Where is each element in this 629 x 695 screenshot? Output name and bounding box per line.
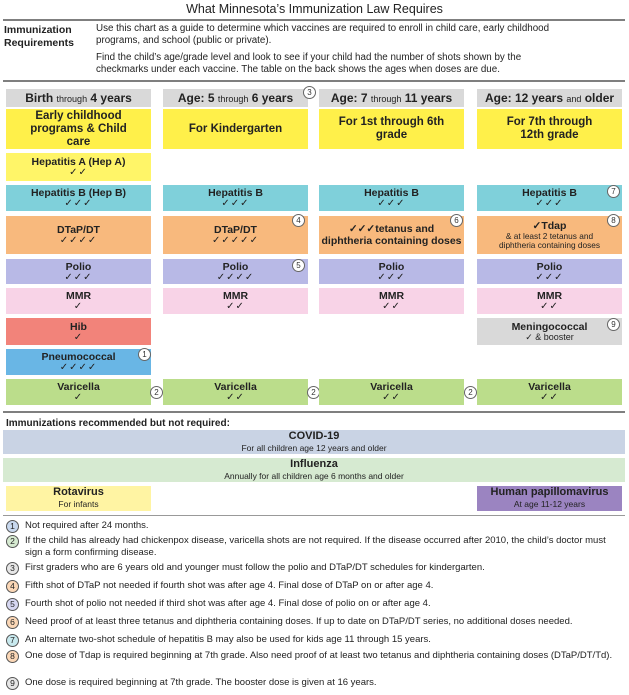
requirements-label xyxy=(4,24,84,50)
covid-row: COVID-19 For all children age 12 years and older xyxy=(3,430,625,454)
note-9-badge: 9 xyxy=(607,318,620,331)
note-1-badge: 1 xyxy=(138,348,151,361)
intro2-line1: Find the child’s age/grade level and look to see if your child had the number of shots shown by the xyxy=(96,52,522,63)
intro1-line1: Use this chart as a guide to determine which vaccines are required to enroll in child care, early childhood xyxy=(96,23,550,34)
footnote-1: 1 Not required after 24 months. xyxy=(6,520,621,533)
footnote-4: 4 Fifth shot of DTaP not needed if fourth shot was after age 4. Final dose of DTaP on or after age 4. xyxy=(6,580,621,593)
column-subhead-grade-1-6: For 1st through 6th grade xyxy=(319,109,464,149)
requirements-label-line1: Immunization xyxy=(4,24,72,36)
col3-polio: Polio ✓✓✓ xyxy=(319,259,464,284)
col4-meningococcal: Meningococcal ✓ & booster xyxy=(477,318,622,345)
recommended-label: Immunizations recommended but not required: xyxy=(6,418,230,429)
col4-tdap: ✓Tdap & at least 2 tetanus and diphtheria containing doses xyxy=(477,216,622,254)
column-subhead-grade-7-12: For 7th through 12th grade xyxy=(477,109,622,149)
col3-varicella: Varicella ✓✓ xyxy=(319,379,464,405)
note-2-badge-col3: 2 xyxy=(464,386,477,399)
col1-hepa-label: Hepatitis A (Hep A) xyxy=(31,156,126,168)
column-header-12-older: Age: 12 years and older xyxy=(477,89,622,107)
note-5-badge: 5 xyxy=(292,259,305,272)
col2-dtap: DTaP/DT ✓✓✓✓✓ xyxy=(163,216,308,254)
col1-hepa-checks: ✓✓ xyxy=(69,167,88,178)
col3-hepatitis-b: Hepatitis B ✓✓✓ xyxy=(319,185,464,211)
col1-hepatitis-b: Hepatitis B (Hep B) ✓✓✓ xyxy=(6,185,151,211)
footnote-6: 6 Need proof of at least three tetanus and diphtheria containing doses. If up to date on DTaP/DT series, no additional doses needed. xyxy=(6,616,621,629)
column-subhead-childcare: Early childhood programs & Child care xyxy=(6,109,151,149)
column-header-5-6: Age: 5 through 6 years xyxy=(163,89,308,107)
note-2-badge-col1: 2 xyxy=(150,386,163,399)
col4-mmr: MMR ✓✓ xyxy=(477,288,622,314)
col1-hepatitis-a xyxy=(6,153,151,181)
col3-tetanus-diphtheria: ✓✓✓tetanus and diphtheria containing doses xyxy=(319,216,464,254)
column-subhead-kindergarten: For Kindergarten xyxy=(163,109,308,149)
note-2-badge-col2: 2 xyxy=(307,386,320,399)
note-4-badge: 4 xyxy=(292,214,305,227)
footnotes-divider xyxy=(3,515,625,516)
footnote-8: 8 One dose of Tdap is required beginning at 7th grade. Also need proof of at least two tetanus and diphtheria containing doses (DTaP/DT/Td). xyxy=(6,650,621,663)
top-divider xyxy=(3,19,625,21)
note-6-badge: 6 xyxy=(450,214,463,227)
footnote-7: 7 An alternate two-shot schedule of hepatitis B may also be used for kids age 11 through 15 years. xyxy=(6,634,621,647)
requirements-label-line2: Requirements xyxy=(4,37,75,49)
header-divider xyxy=(3,80,625,82)
intro-paragraph-1 xyxy=(96,23,616,47)
col1-hib: Hib ✓ xyxy=(6,318,151,345)
footnote-3: 3 First graders who are 6 years old and younger must follow the polio and DTaP/DT schedules for kindergarten. xyxy=(6,562,621,575)
footnote-9: 9 One dose is required beginning at 7th grade. The booster dose is given at 16 years. xyxy=(6,677,621,690)
col1-varicella: Varicella ✓ xyxy=(6,379,151,405)
note-8-badge: 8 xyxy=(607,214,620,227)
note-7-badge: 7 xyxy=(607,185,620,198)
col4-hepatitis-b: Hepatitis B ✓✓✓ xyxy=(477,185,622,211)
intro2-line2: checkmarks under each vaccine. The table on the back shows the ages when doses are due. xyxy=(96,64,500,75)
col1-polio: Polio ✓✓✓ xyxy=(6,259,151,284)
col2-hepatitis-b: Hepatitis B ✓✓✓ xyxy=(163,185,308,211)
col2-polio: Polio ✓✓✓✓ xyxy=(163,259,308,284)
col2-varicella: Varicella ✓✓ xyxy=(163,379,308,405)
intro-paragraph-2 xyxy=(96,52,616,76)
footnote-5: 5 Fourth shot of polio not needed if third shot was after age 4. Final dose of polio on or after age 4. xyxy=(6,598,621,611)
footnote-2: 2 If the child has already had chickenpox disease, varicella shots are not required. If the disease occurred after 2010, the child’s doctor must sign a form confirming disease. xyxy=(6,535,621,558)
note-3-badge: 3 xyxy=(303,86,316,99)
influenza-row: Influenza Annually for all children age 6 months and older xyxy=(3,458,625,482)
col4-varicella: Varicella ✓✓ xyxy=(477,379,622,405)
intro1-line2: programs, and school (public or private). xyxy=(96,35,272,46)
column-header-birth-4: Birth through 4 years xyxy=(6,89,151,107)
recommended-divider xyxy=(3,411,625,413)
col2-mmr: MMR ✓✓ xyxy=(163,288,308,314)
col1-mmr: MMR ✓ xyxy=(6,288,151,314)
col1-dtap: DTaP/DT ✓✓✓✓ xyxy=(6,216,151,254)
col4-polio: Polio ✓✓✓ xyxy=(477,259,622,284)
col1-pneumococcal: Pneumococcal ✓✓✓✓ xyxy=(6,349,151,375)
hpv-cell: Human papillomavirus At age 11-12 years xyxy=(477,486,622,511)
column-header-7-11: Age: 7 through 11 years xyxy=(319,89,464,107)
page-title: What Minnesota’s Immunization Law Requires xyxy=(186,2,443,16)
col3-mmr: MMR ✓✓ xyxy=(319,288,464,314)
rotavirus-cell: Rotavirus For infants xyxy=(6,486,151,511)
